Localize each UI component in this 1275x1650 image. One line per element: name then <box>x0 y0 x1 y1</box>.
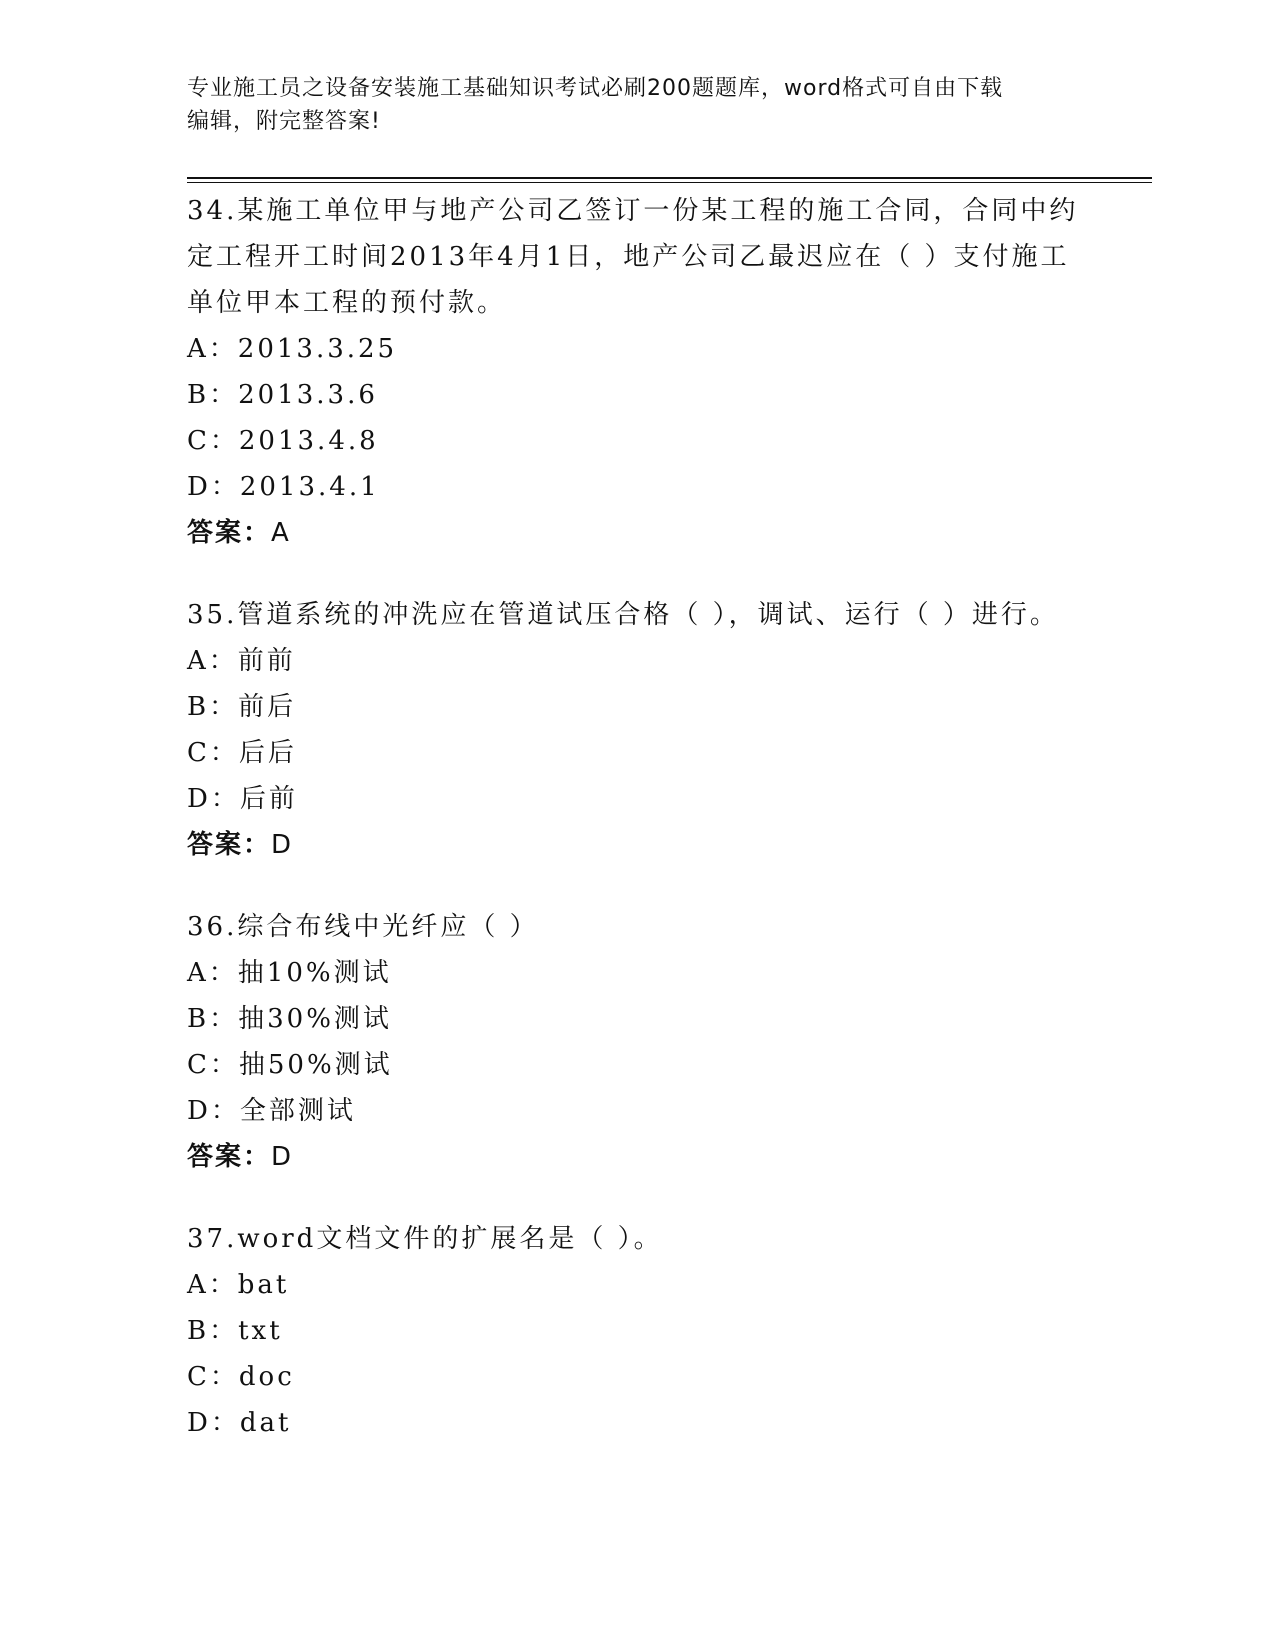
question-text: 36.综合布线中光纤应（ ） <box>187 912 539 942</box>
question-36 <box>187 904 1087 1180</box>
header-line-1: 专业施工员之设备安装施工基础知识考试必刷200题题库，word格式可自由下载 <box>187 76 1004 101</box>
option-b: B：前后 <box>187 692 297 722</box>
question-list <box>187 188 1087 1482</box>
option-b: B：2013.3.6 <box>187 380 378 410</box>
option-b: B：txt <box>187 1316 283 1346</box>
option-c: C：抽50%测试 <box>187 1050 393 1080</box>
option-d: D：2013.4.1 <box>187 472 380 502</box>
answer-value: A <box>271 518 291 548</box>
option-a: A：前前 <box>187 646 296 676</box>
option-c: C：后后 <box>187 738 297 768</box>
answer <box>187 1134 1087 1180</box>
question-35 <box>187 592 1087 868</box>
question-text: 37.word文档文件的扩展名是（ ）。 <box>187 1224 663 1254</box>
answer-label: 答案： <box>187 830 272 860</box>
option-b: B：抽30%测试 <box>187 1004 392 1034</box>
option-d: D：dat <box>187 1408 292 1438</box>
header-line-2: 编辑，附完整答案! <box>187 109 381 134</box>
answer <box>187 510 1087 556</box>
answer-label: 答案： <box>187 1142 272 1172</box>
question-34 <box>187 188 1087 556</box>
question-text: 35.管道系统的冲洗应在管道试压合格（ ），调试、运行（ ）进行。 <box>187 600 1059 630</box>
header-divider-thin <box>187 182 1152 183</box>
option-d: D：后前 <box>187 784 298 814</box>
question-37 <box>187 1216 1087 1446</box>
option-a: A：抽10%测试 <box>187 958 392 988</box>
option-a: A：2013.3.25 <box>187 334 398 364</box>
option-c: C：doc <box>187 1362 295 1392</box>
answer-value: D <box>271 1142 294 1172</box>
answer <box>187 822 1087 868</box>
option-a: A：bat <box>187 1270 290 1300</box>
answer-value: D <box>271 830 294 860</box>
option-c: C：2013.4.8 <box>187 426 379 456</box>
question-text: 34.某施工单位甲与地产公司乙签订一份某工程的施工合同，合同中约定工程开工时间2013年4月1日，地产公司乙最迟应在（ ）支付施工单位甲本工程的预付款。 <box>187 196 1079 318</box>
option-d: D：全部测试 <box>187 1096 356 1126</box>
document-header <box>187 72 1087 138</box>
header-divider-thick <box>187 177 1152 179</box>
answer-label: 答案： <box>187 518 272 548</box>
